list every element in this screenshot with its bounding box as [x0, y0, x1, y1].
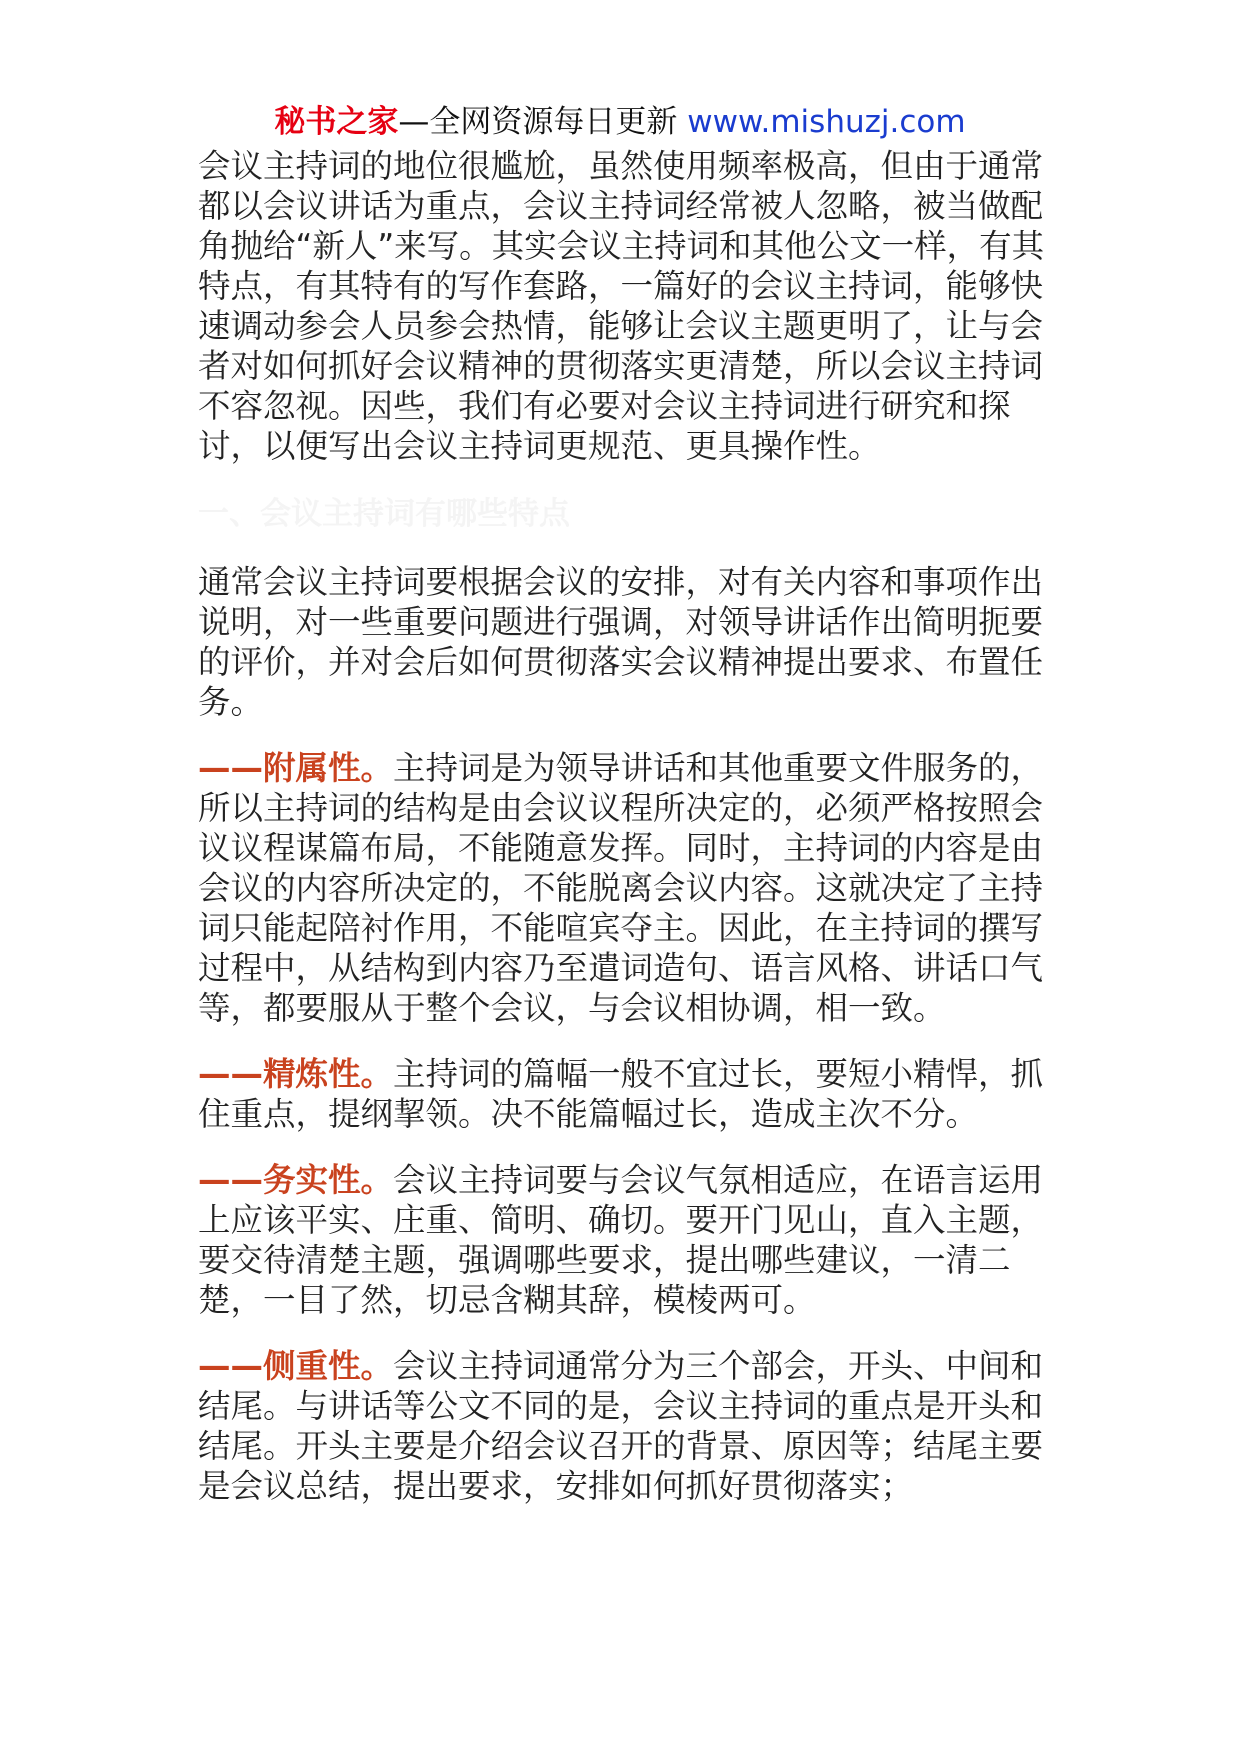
header-tagline: —全网资源每日更新 — [398, 104, 678, 140]
point-text: 会议主持词要与会议气氛相适应，在语言运用上应该平实、庄重、简明、确切。要开门见山，直入主题，要交待清楚主题，强调哪些要求，提出哪些建议，一清二楚，一目了然，切忌含糊其辞，模棱两可。 — [198, 1161, 1044, 1319]
point-text: 主持词是为领导讲话和其他重要文件服务的，所以主持词的结构是由会议议程所决定的，必须严格按照会议议程谋篇布局，不能随意发挥。同时，主持词的内容是由会议的内容所决定的，不能脱离会议内容。这就决定了主持词只能起陪衬作用，不能喧宾夺主。因此，在主持词的撰写过程中，从结构到内容乃至遣词造句、语言风格、讲话口气等，都要服从于整个会议，与会议相协调，相一致。 — [198, 749, 1044, 1027]
point-paragraph-conciseness — [198, 1054, 1058, 1134]
point-paragraph-practicality — [198, 1160, 1058, 1320]
point-paragraph-subordination — [198, 748, 1058, 1028]
section-heading: 一、会议主持词有哪些特点 — [198, 496, 570, 532]
point-lead: ——附属性。 — [198, 749, 394, 787]
section-intro-paragraph: 通常会议主持词要根据会议的安排，对有关内容和事项作出说明，对一些重要问题进行强调，对领导讲话作出简明扼要的评价，并对会后如何贯彻落实会议精神提出要求、布置任务。 — [198, 563, 1044, 721]
point-lead: ——精炼性。 — [198, 1055, 394, 1093]
brand-name: 秘书之家 — [274, 104, 399, 140]
point-lead: ——务实性。 — [198, 1161, 394, 1199]
point-text: 主持词的篇幅一般不宜过长，要短小精悍，抓住重点，提纲挈领。决不能篇幅过长，造成主次不分。 — [198, 1055, 1044, 1133]
intro-paragraph: 会议主持词的地位很尴尬，虽然使用频率极高，但由于通常都以会议讲话为重点，会议主持词经常被人忽略，被当做配角抛给“新人”来写。其实会议主持词和其他公文一样，有其特点，有其特有的写作套路，一篇好的会议主持词，能够快速调动参会人员参会热情，能够让会议主题更明了，让与会者对如何抓好会议精神的贯彻落实更清楚，所以会议主持词不容忽视。因些，我们有必要对会议主持词进行研究和探讨，以便写出会议主持词更规范、更具操作性。 — [198, 147, 1045, 465]
point-paragraph-emphasis — [198, 1346, 1058, 1506]
document-body — [198, 146, 1058, 1532]
point-lead: ——侧重性。 — [198, 1347, 394, 1385]
site-url-link[interactable]: www.mishuzj.com — [687, 104, 966, 140]
site-header — [0, 102, 1240, 142]
point-text: 会议主持词通常分为三个部会，开头、中间和结尾。与讲话等公文不同的是，会议主持词的重点是开头和结尾。开头主要是介绍会议召开的背景、原因等；结尾主要是会议总结，提出要求，安排如何抓好贯彻落实； — [198, 1347, 1044, 1505]
